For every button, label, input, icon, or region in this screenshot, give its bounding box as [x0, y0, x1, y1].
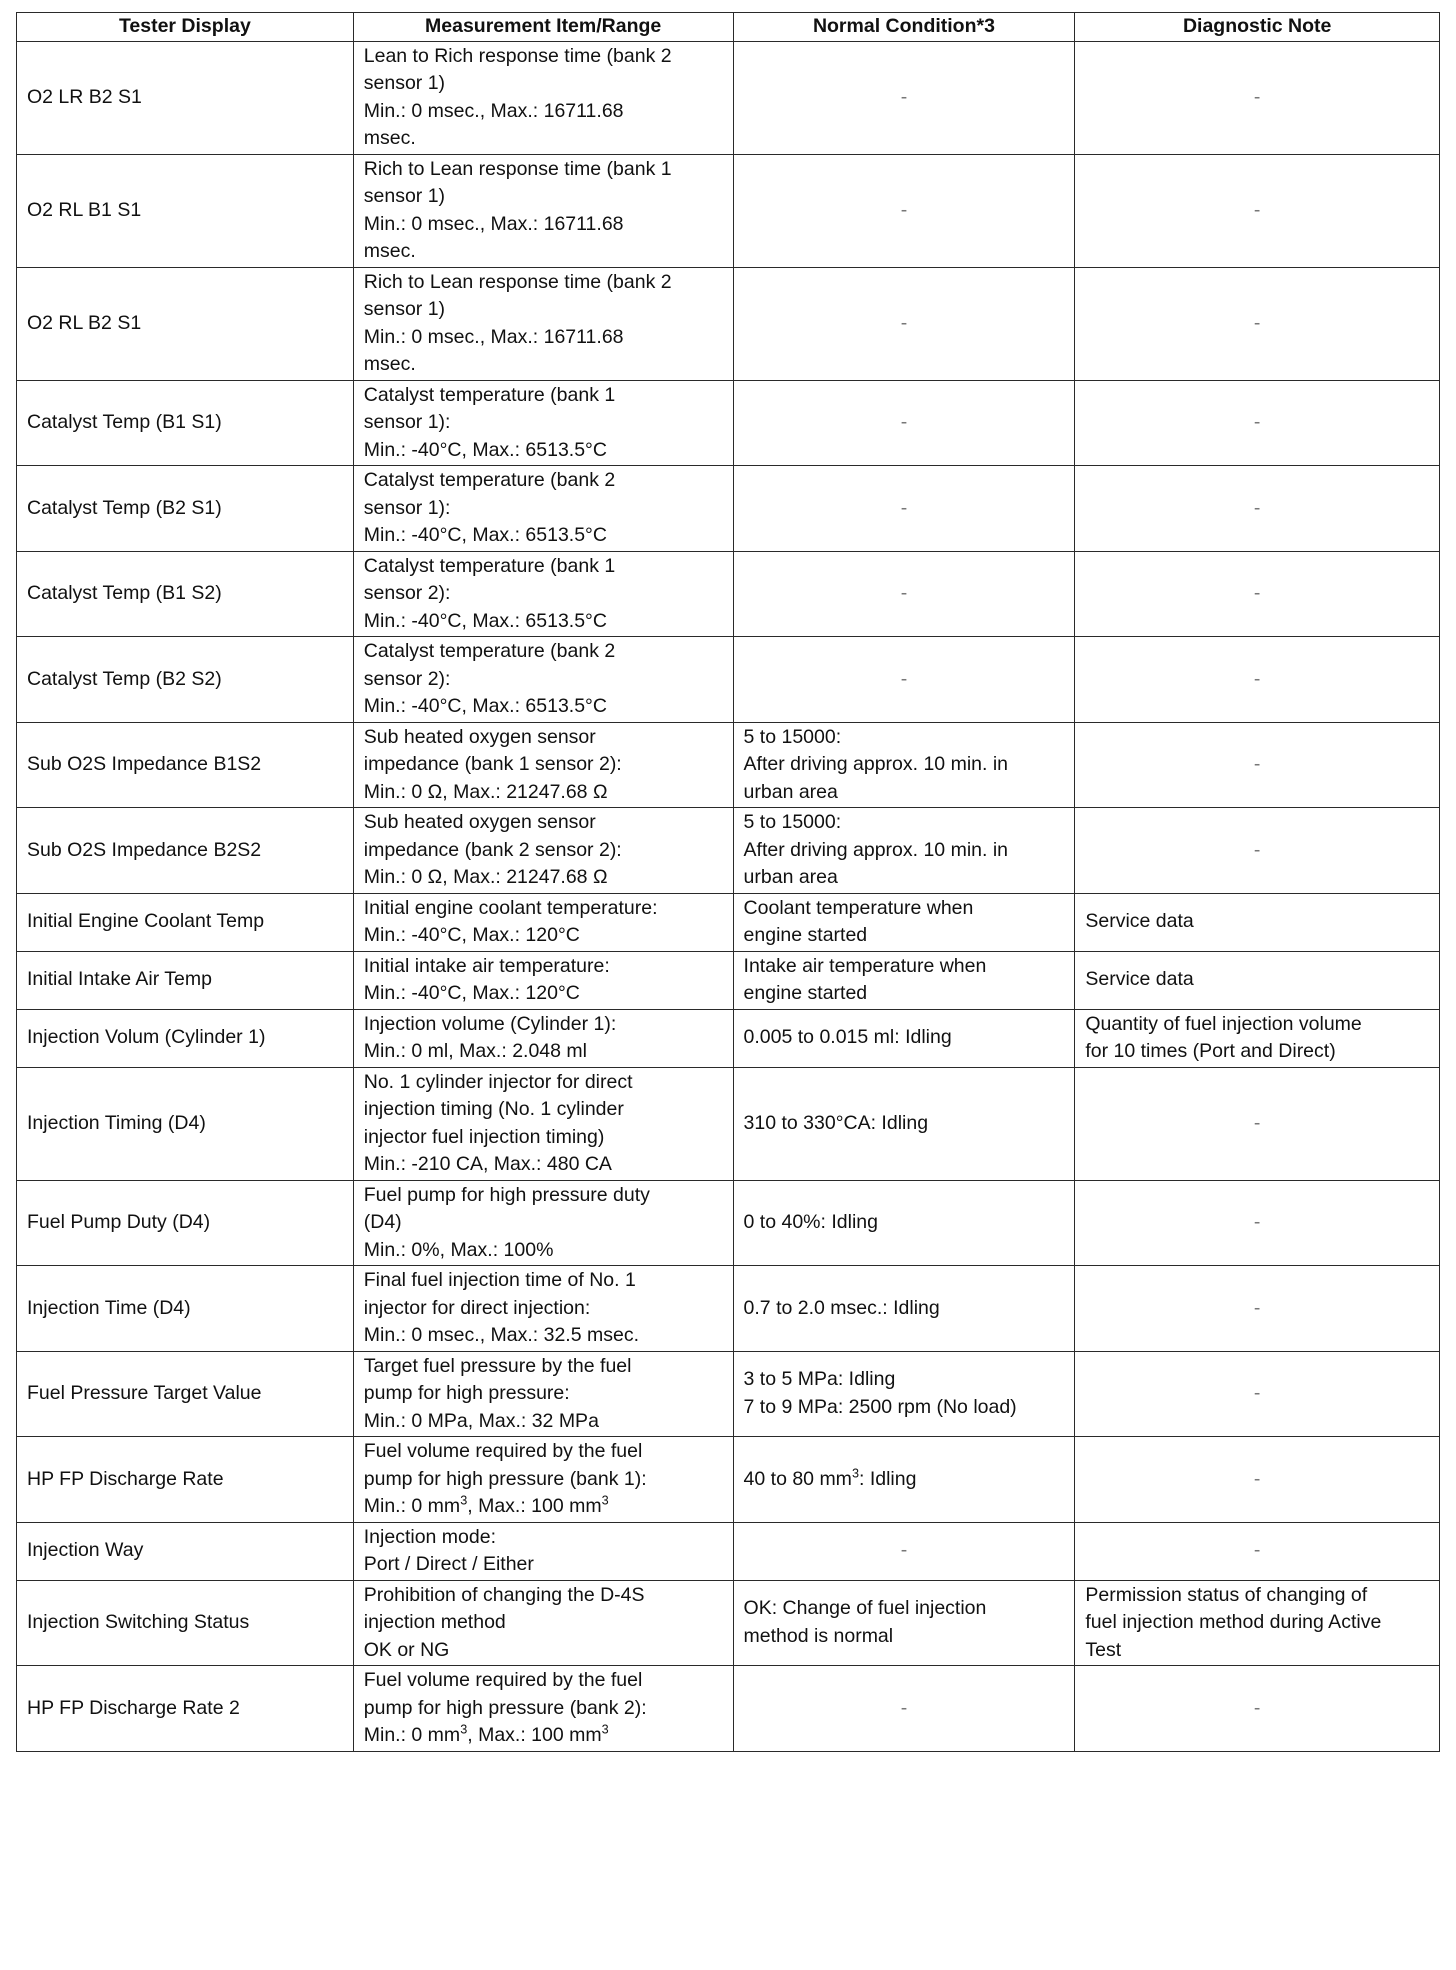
measurement-line: Min.: -40°C, Max.: 6513.5°C — [363, 524, 607, 546]
tester-display-cell: Catalyst Temp (B1 S1) — [17, 380, 354, 466]
diagnostic-note-cell — [1075, 722, 1440, 808]
normal-condition-cell — [733, 722, 1075, 808]
tester-display-cell: Initial Engine Coolant Temp — [17, 893, 354, 951]
measurement-cell — [353, 1351, 733, 1437]
measurement-line: sensor 1) — [363, 185, 446, 207]
diagnostic-note-line: - — [1253, 198, 1261, 221]
measurement-line: Fuel pump for high pressure duty — [363, 1183, 650, 1206]
measurement-line: Rich to Lean response time (bank 1 — [363, 157, 672, 180]
table-row — [17, 154, 1440, 267]
tester-display-cell: Injection Switching Status — [17, 1580, 354, 1666]
tester-display-cell: Fuel Pressure Target Value — [17, 1351, 354, 1437]
measurement-line: Min.: -40°C, Max.: 6513.5°C — [363, 438, 607, 461]
normal-condition-cell — [733, 1580, 1075, 1666]
measurement-line: Min.: 0 MPa, Max.: 32 MPa — [363, 1409, 599, 1432]
measurement-line: Min.: 0 Ω, Max.: 21247.68 Ω — [363, 780, 608, 803]
normal-condition-cell — [733, 267, 1075, 380]
diagnostic-note-line: - — [1253, 582, 1261, 604]
measurement-line: Final fuel injection time of No. 1 — [363, 1269, 636, 1291]
measurement-line: msec. — [363, 240, 416, 262]
diagnostic-note-cell — [1075, 1437, 1440, 1523]
tester-display-cell: Initial Intake Air Temp — [17, 951, 354, 1009]
measurement-line: (D4) — [363, 1211, 402, 1233]
normal-condition-line: 0.7 to 2.0 msec.: Idling — [743, 1296, 940, 1319]
diagnostic-note-cell — [1075, 1351, 1440, 1437]
normal-condition-cell — [733, 893, 1075, 951]
tester-display-cell: Injection Volum (Cylinder 1) — [17, 1009, 354, 1067]
normal-condition-line: - — [900, 411, 908, 433]
measurement-cell — [353, 1580, 733, 1666]
table-row — [17, 1522, 1440, 1580]
measurement-line: Min.: 0 msec., Max.: 16711.68 — [363, 99, 624, 122]
measurement-line: Min.: 0 ml, Max.: 2.048 ml — [363, 1040, 587, 1062]
measurement-line: sensor 2): — [363, 582, 451, 604]
header-normal-condition: Normal Condition*3 — [733, 13, 1075, 42]
measurement-line: Lean to Rich response time (bank 2 — [363, 44, 672, 67]
measurement-line: sensor 1) — [363, 72, 446, 94]
normal-condition-cell — [733, 551, 1075, 637]
measurement-line: OK or NG — [363, 1638, 450, 1661]
normal-condition-cell — [733, 1180, 1075, 1266]
diagnostic-note-cell — [1075, 154, 1440, 267]
table-row — [17, 893, 1440, 951]
normal-condition-line: 3 to 5 MPa: Idling — [743, 1368, 896, 1391]
header-row — [17, 13, 1440, 42]
normal-condition-cell — [733, 1522, 1075, 1580]
table-row — [17, 1437, 1440, 1523]
measurement-line: Min.: 0 msec., Max.: 32.5 msec. — [363, 1324, 639, 1346]
header-measurement-item: Measurement Item/Range — [353, 13, 733, 42]
diagnostic-note-line: - — [1253, 85, 1261, 108]
tester-display-cell: Injection Time (D4) — [17, 1266, 354, 1352]
diagnostic-note-line: Test — [1085, 1638, 1122, 1661]
normal-condition-line: engine started — [743, 982, 868, 1004]
measurement-line: impedance (bank 2 sensor 2): — [363, 838, 622, 861]
diagnostic-note-line: - — [1253, 1111, 1261, 1134]
measurement-cell — [353, 1180, 733, 1266]
service-data-table — [16, 12, 1440, 1752]
normal-condition-line: method is normal — [743, 1624, 894, 1647]
measurement-cell — [353, 267, 733, 380]
diagnostic-note-line: - — [1253, 753, 1261, 775]
normal-condition-cell — [733, 951, 1075, 1009]
normal-condition-cell — [733, 1067, 1075, 1180]
measurement-line: sensor 1): — [363, 411, 451, 433]
normal-condition-cell — [733, 1437, 1075, 1523]
normal-condition-line: - — [900, 198, 908, 221]
measurement-cell — [353, 722, 733, 808]
measurement-line: Injection volume (Cylinder 1): — [363, 1012, 617, 1035]
table-row — [17, 380, 1440, 466]
measurement-cell — [353, 380, 733, 466]
diagnostic-note-line: - — [1253, 1382, 1261, 1404]
measurement-line: Min.: 0%, Max.: 100% — [363, 1238, 554, 1261]
diagnostic-note-cell — [1075, 466, 1440, 552]
diagnostic-note-cell — [1075, 1522, 1440, 1580]
tester-display-cell: O2 RL B1 S1 — [17, 154, 354, 267]
measurement-line: pump for high pressure: — [363, 1382, 570, 1404]
measurement-cell — [353, 1666, 733, 1752]
table-row — [17, 1351, 1440, 1437]
normal-condition-cell — [733, 380, 1075, 466]
measurement-line: injector fuel injection timing) — [363, 1125, 605, 1148]
tester-display-cell: Catalyst Temp (B2 S1) — [17, 466, 354, 552]
normal-condition-cell — [733, 637, 1075, 723]
measurement-line: Min.: 0 $mm^3$, Max.: 100 $mm^3$ — [363, 1722, 609, 1746]
diagnostic-note-line: Service data — [1085, 910, 1194, 933]
tester-display-cell: Fuel Pump Duty (D4) — [17, 1180, 354, 1266]
diagnostic-note-cell — [1075, 1266, 1440, 1352]
measurement-cell — [353, 1266, 733, 1352]
measurement-line: Min.: -40°C, Max.: 120°C — [363, 924, 580, 946]
tester-display-cell: Sub O2S Impedance B2S2 — [17, 808, 354, 894]
normal-condition-cell — [733, 466, 1075, 552]
diagnostic-note-cell — [1075, 1009, 1440, 1067]
measurement-line: Rich to Lean response time (bank 2 — [363, 270, 672, 293]
normal-condition-cell — [733, 41, 1075, 154]
normal-condition-line: OK: Change of fuel injection — [743, 1597, 987, 1620]
measurement-line: Min.: 0 Ω, Max.: 21247.68 Ω — [363, 866, 608, 888]
measurement-line: Catalyst temperature (bank 1 — [363, 383, 616, 406]
measurement-cell — [353, 1067, 733, 1180]
normal-condition-line: - — [900, 496, 908, 519]
normal-condition-line: - — [900, 582, 908, 604]
diagnostic-note-line: Permission status of changing of — [1085, 1583, 1368, 1606]
measurement-line: Min.: -40°C, Max.: 6513.5°C — [363, 609, 607, 632]
table-row — [17, 1067, 1440, 1180]
diagnostic-note-line: fuel injection method during Active — [1085, 1611, 1382, 1633]
tester-display-cell: Injection Way — [17, 1522, 354, 1580]
tester-display-cell: Injection Timing (D4) — [17, 1067, 354, 1180]
measurement-line: sensor 1) — [363, 298, 446, 320]
diagnostic-note-cell — [1075, 41, 1440, 154]
normal-condition-line: urban area — [743, 780, 838, 803]
measurement-line: Min.: -40°C, Max.: 6513.5°C — [363, 695, 607, 717]
normal-condition-line: 0 to 40%: Idling — [743, 1211, 878, 1233]
normal-condition-line: - — [900, 85, 908, 108]
table-row — [17, 1180, 1440, 1266]
measurement-line: msec. — [363, 127, 416, 149]
measurement-line: impedance (bank 1 sensor 2): — [363, 753, 622, 775]
diagnostic-note-line: - — [1253, 311, 1261, 334]
normal-condition-cell — [733, 808, 1075, 894]
diagnostic-note-cell — [1075, 380, 1440, 466]
measurement-cell — [353, 637, 733, 723]
table-row — [17, 1666, 1440, 1752]
tester-display-cell: Catalyst Temp (B2 S2) — [17, 637, 354, 723]
normal-condition-cell — [733, 1009, 1075, 1067]
diagnostic-note-cell — [1075, 951, 1440, 1009]
tester-display-cell: HP FP Discharge Rate 2 — [17, 1666, 354, 1752]
measurement-line: Min.: 0 msec., Max.: 16711.68 — [363, 325, 624, 348]
diagnostic-note-line: - — [1253, 496, 1261, 519]
diagnostic-note-line: - — [1253, 667, 1261, 690]
measurement-line: Initial engine coolant temperature: — [363, 896, 658, 919]
diagnostic-note-line: - — [1253, 1467, 1261, 1490]
table-row — [17, 1009, 1440, 1067]
diagnostic-note-line: - — [1253, 411, 1261, 433]
diagnostic-note-cell — [1075, 551, 1440, 637]
measurement-cell — [353, 808, 733, 894]
normal-condition-line: Coolant temperature when — [743, 896, 974, 919]
normal-condition-line: 5 to 15000: — [743, 725, 842, 748]
table-row — [17, 466, 1440, 552]
table-row — [17, 808, 1440, 894]
measurement-cell — [353, 466, 733, 552]
measurement-cell — [353, 1522, 733, 1580]
normal-condition-line: - — [900, 311, 908, 334]
tester-display-cell: Sub O2S Impedance B1S2 — [17, 722, 354, 808]
table-row — [17, 722, 1440, 808]
diagnostic-note-cell — [1075, 1666, 1440, 1752]
table-row — [17, 551, 1440, 637]
diagnostic-note-cell — [1075, 637, 1440, 723]
normal-condition-line: Intake air temperature when — [743, 954, 987, 977]
measurement-line: Sub heated oxygen sensor — [363, 725, 596, 748]
measurement-line: injector for direct injection: — [363, 1296, 591, 1319]
measurement-line: Catalyst temperature (bank 2 — [363, 640, 616, 662]
normal-condition-line: 5 to 15000: — [743, 811, 842, 833]
diagnostic-note-line: - — [1253, 838, 1261, 861]
measurement-line: pump for high pressure (bank 2): — [363, 1696, 647, 1719]
measurement-cell — [353, 154, 733, 267]
measurement-line: Min.: -40°C, Max.: 120°C — [363, 982, 580, 1004]
measurement-cell — [353, 1437, 733, 1523]
normal-condition-line: After driving approx. 10 min. in — [743, 753, 1009, 775]
diagnostic-note-cell — [1075, 808, 1440, 894]
normal-condition-line: - — [900, 1696, 908, 1719]
normal-condition-line: 0.005 to 0.015 ml: Idling — [743, 1026, 952, 1049]
normal-condition-cell — [733, 1266, 1075, 1352]
normal-condition-line: engine started — [743, 924, 868, 946]
table-row — [17, 1266, 1440, 1352]
measurement-line: injection method — [363, 1611, 506, 1633]
measurement-line: Sub heated oxygen sensor — [363, 811, 596, 833]
measurement-line: injection timing (No. 1 cylinder — [363, 1098, 624, 1120]
header-tester-display: Tester Display — [17, 13, 354, 42]
measurement-line: Min.: 0 $mm^3$, Max.: 100 $mm^3$ — [363, 1493, 609, 1517]
normal-condition-line: After driving approx. 10 min. in — [743, 838, 1009, 861]
normal-condition-line: 310 to 330°CA: Idling — [743, 1111, 929, 1134]
table-row — [17, 637, 1440, 723]
measurement-line: Injection mode: — [363, 1525, 496, 1548]
table-row — [17, 951, 1440, 1009]
normal-condition-line: 40 to 80 $mm^3$: Idling — [743, 1466, 917, 1490]
measurement-cell — [353, 951, 733, 1009]
table-row — [17, 1580, 1440, 1666]
measurement-line: Prohibition of changing the D-4S — [363, 1583, 645, 1606]
diagnostic-note-line: - — [1253, 1296, 1261, 1319]
tester-display-cell: O2 LR B2 S1 — [17, 41, 354, 154]
measurement-line: Catalyst temperature (bank 2 — [363, 469, 616, 491]
measurement-line: No. 1 cylinder injector for direct — [363, 1070, 633, 1093]
table-body — [17, 41, 1440, 1751]
measurement-line: sensor 1): — [363, 496, 451, 519]
measurement-line: Min.: -210 CA, Max.: 480 CA — [363, 1153, 612, 1175]
measurement-line: pump for high pressure (bank 1): — [363, 1467, 647, 1490]
table-header — [17, 13, 1440, 42]
tester-display-cell: Catalyst Temp (B1 S2) — [17, 551, 354, 637]
header-diagnostic-note: Diagnostic Note — [1075, 13, 1440, 42]
normal-condition-cell — [733, 154, 1075, 267]
measurement-line: Fuel volume required by the fuel — [363, 1440, 643, 1462]
measurement-line: Fuel volume required by the fuel — [363, 1669, 643, 1691]
measurement-cell — [353, 551, 733, 637]
diagnostic-note-line: - — [1253, 1539, 1261, 1562]
diagnostic-note-line: Quantity of fuel injection volume — [1085, 1012, 1362, 1035]
measurement-line: msec. — [363, 353, 416, 375]
measurement-line: Catalyst temperature (bank 1 — [363, 554, 616, 577]
measurement-cell — [353, 893, 733, 951]
diagnostic-note-cell — [1075, 1067, 1440, 1180]
measurement-cell — [353, 41, 733, 154]
normal-condition-cell — [733, 1351, 1075, 1437]
measurement-line: Port / Direct / Either — [363, 1553, 534, 1575]
diagnostic-note-cell — [1075, 267, 1440, 380]
tester-display-cell: HP FP Discharge Rate — [17, 1437, 354, 1523]
normal-condition-line: - — [900, 667, 908, 690]
measurement-line: Min.: 0 msec., Max.: 16711.68 — [363, 212, 624, 235]
measurement-line: Target fuel pressure by the fuel — [363, 1354, 632, 1377]
diagnostic-note-line: Service data — [1085, 968, 1194, 991]
normal-condition-line: 7 to 9 MPa: 2500 rpm (No load) — [743, 1395, 1017, 1418]
table-row — [17, 267, 1440, 380]
diagnostic-note-cell — [1075, 1580, 1440, 1666]
diagnostic-note-line: - — [1253, 1696, 1261, 1719]
measurement-line: sensor 2): — [363, 667, 451, 690]
measurement-line: Initial intake air temperature: — [363, 954, 610, 977]
normal-condition-line: - — [900, 1539, 908, 1562]
diagnostic-note-line: for 10 times (Port and Direct) — [1085, 1040, 1336, 1062]
normal-condition-cell — [733, 1666, 1075, 1752]
tester-display-cell: O2 RL B2 S1 — [17, 267, 354, 380]
diagnostic-note-cell — [1075, 893, 1440, 951]
diagnostic-note-line: - — [1253, 1211, 1261, 1233]
measurement-cell — [353, 1009, 733, 1067]
diagnostic-note-cell — [1075, 1180, 1440, 1266]
table-row — [17, 41, 1440, 154]
normal-condition-line: urban area — [743, 866, 838, 888]
